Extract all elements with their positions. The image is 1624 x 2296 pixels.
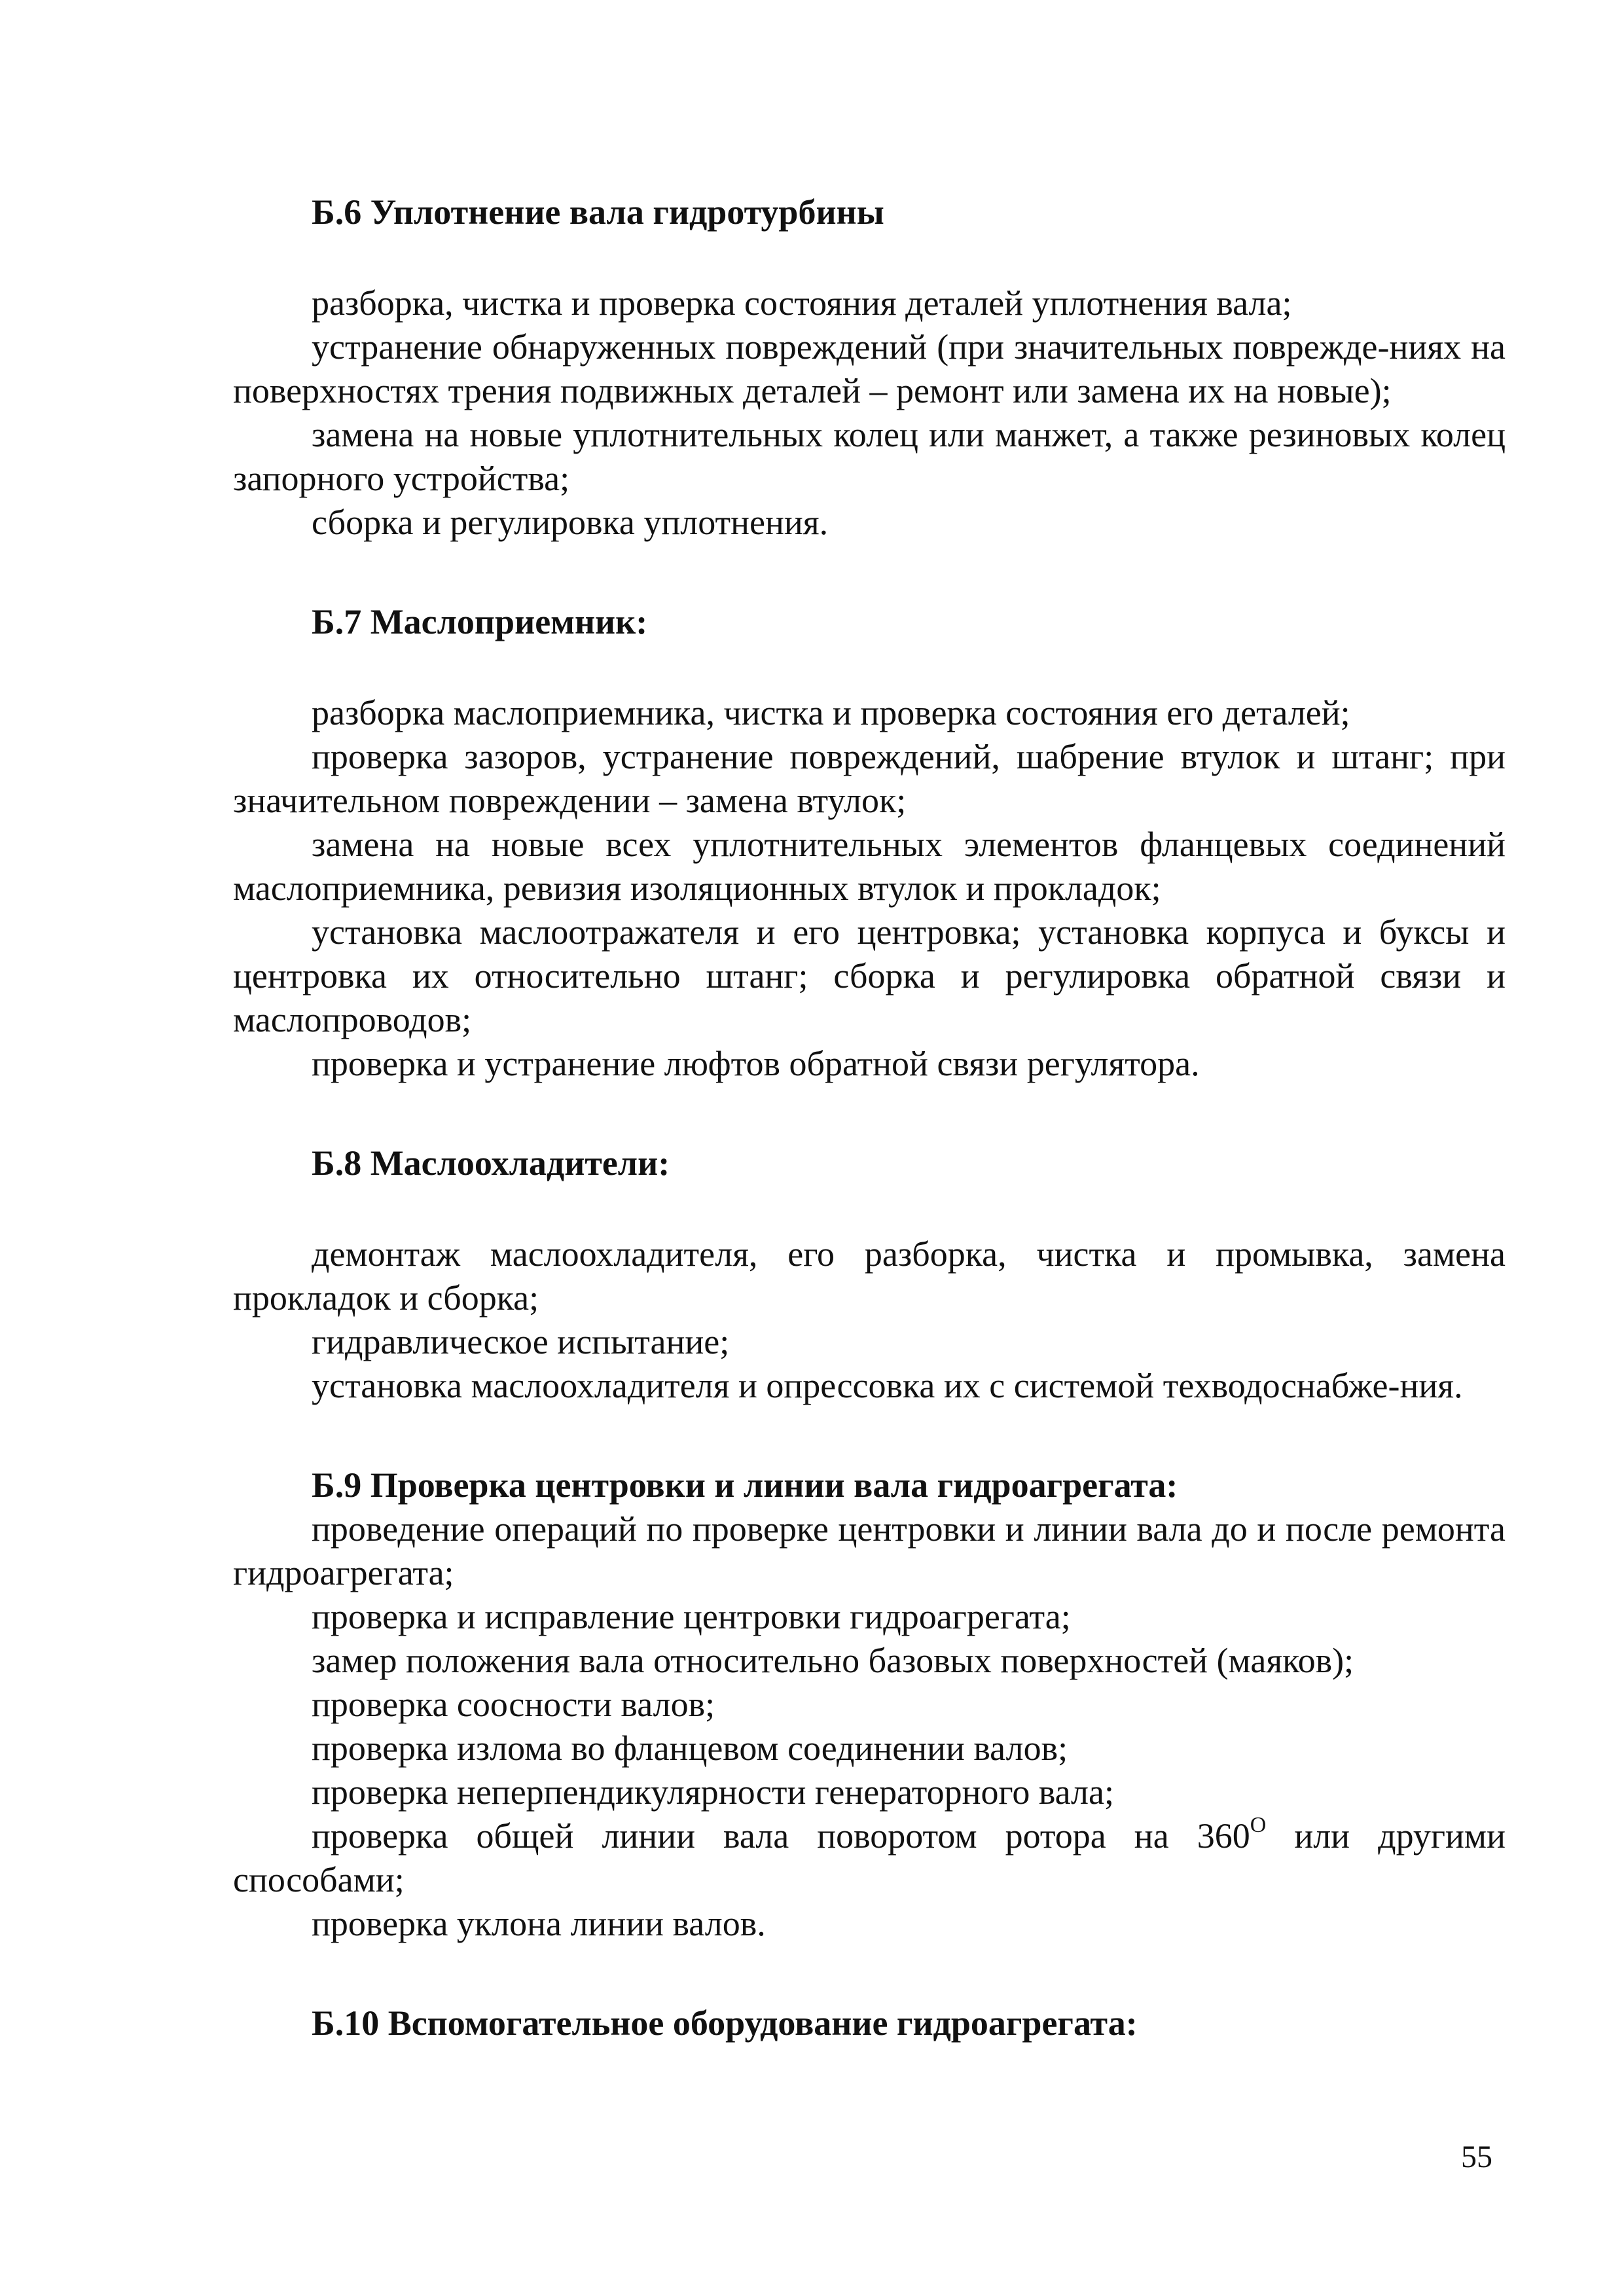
section-b7 — [233, 600, 1506, 1086]
section-spacer — [233, 1408, 1506, 1463]
section-heading: Б.10 Вспомогательное оборудование гидроагрегата: — [312, 2003, 1138, 2043]
section-b6 — [233, 190, 1506, 545]
paragraph: замер положения вала относительно базовых поверхностей (маяков); — [312, 1641, 1354, 1680]
paragraph: замена на новые всех уплотнительных элементов фланцевых соединений маслоприемника, ревизия изоляционных втулок и прокладок; — [233, 825, 1506, 908]
section-b8 — [233, 1141, 1506, 1408]
paragraph-with-degree — [233, 1814, 1506, 1902]
degree-superscript: О — [1250, 1813, 1267, 1837]
section-heading: Б.6 Уплотнение вала гидротурбины — [312, 192, 884, 232]
paragraph: проверка и исправление центровки гидроагрегата; — [312, 1597, 1071, 1636]
paragraph-text: или другими способами; — [233, 1816, 1506, 1899]
section-b10 — [233, 2001, 1506, 2045]
paragraph: установка маслоохладителя и опрессовка их с системой техводоснабже-ния. — [312, 1366, 1463, 1405]
paragraph: проверка и устранение люфтов обратной связи регулятора. — [312, 1044, 1200, 1083]
paragraph: демонтаж маслоохладителя, его разборка, чистка и промывка, замена прокладок и сборка; — [233, 1234, 1506, 1318]
section-spacer — [233, 1946, 1506, 2001]
section-spacer — [233, 1086, 1506, 1141]
paragraph: проверка уклона линии валов. — [312, 1904, 766, 1943]
paragraph: проверка зазоров, устранение повреждений, шабрение втулок и штанг; при значительном повреждении – замена втулок; — [233, 737, 1506, 820]
paragraph: проверка соосности валов; — [312, 1685, 715, 1724]
paragraph: гидравлическое испытание; — [312, 1322, 730, 1361]
paragraph: устранение обнаруженных повреждений (при значительных поврежде-ниях на поверхностях трения подвижных деталей – ремонт или замена их на новые); — [233, 327, 1506, 410]
paragraph: проведение операций по проверке центровки и линии вала до и после ремонта гидроагрегата; — [233, 1509, 1506, 1592]
paragraph: проверка неперпендикулярности генераторного вала; — [312, 1772, 1114, 1812]
section-heading: Б.8 Маслоохладители: — [312, 1143, 670, 1183]
page-number: 55 — [1461, 2140, 1492, 2174]
paragraph: замена на новые уплотнительных колец или манжет, а также резиновых колец запорного устройства; — [233, 415, 1506, 498]
section-spacer — [233, 545, 1506, 600]
paragraph: разборка маслоприемника, чистка и проверка состояния его деталей; — [312, 693, 1350, 732]
paragraph: проверка излома во фланцевом соединении валов; — [312, 1729, 1068, 1768]
section-heading: Б.7 Маслоприемник: — [312, 602, 648, 641]
paragraph: установка маслоотражателя и его центровка; установка корпуса и буксы и центровка их относительно штанг; сборка и регулировка обратной связи и маслопроводов; — [233, 912, 1506, 1039]
paragraph-text: проверка общей линии вала поворотом ротора на 360 — [312, 1816, 1250, 1856]
section-b9 — [233, 1463, 1506, 1946]
section-heading: Б.9 Проверка центровки и линии вала гидроагрегата: — [312, 1465, 1178, 1505]
document-page — [233, 190, 1506, 2045]
paragraph: сборка и регулировка уплотнения. — [312, 503, 829, 542]
paragraph: разборка, чистка и проверка состояния деталей уплотнения вала; — [312, 283, 1292, 323]
